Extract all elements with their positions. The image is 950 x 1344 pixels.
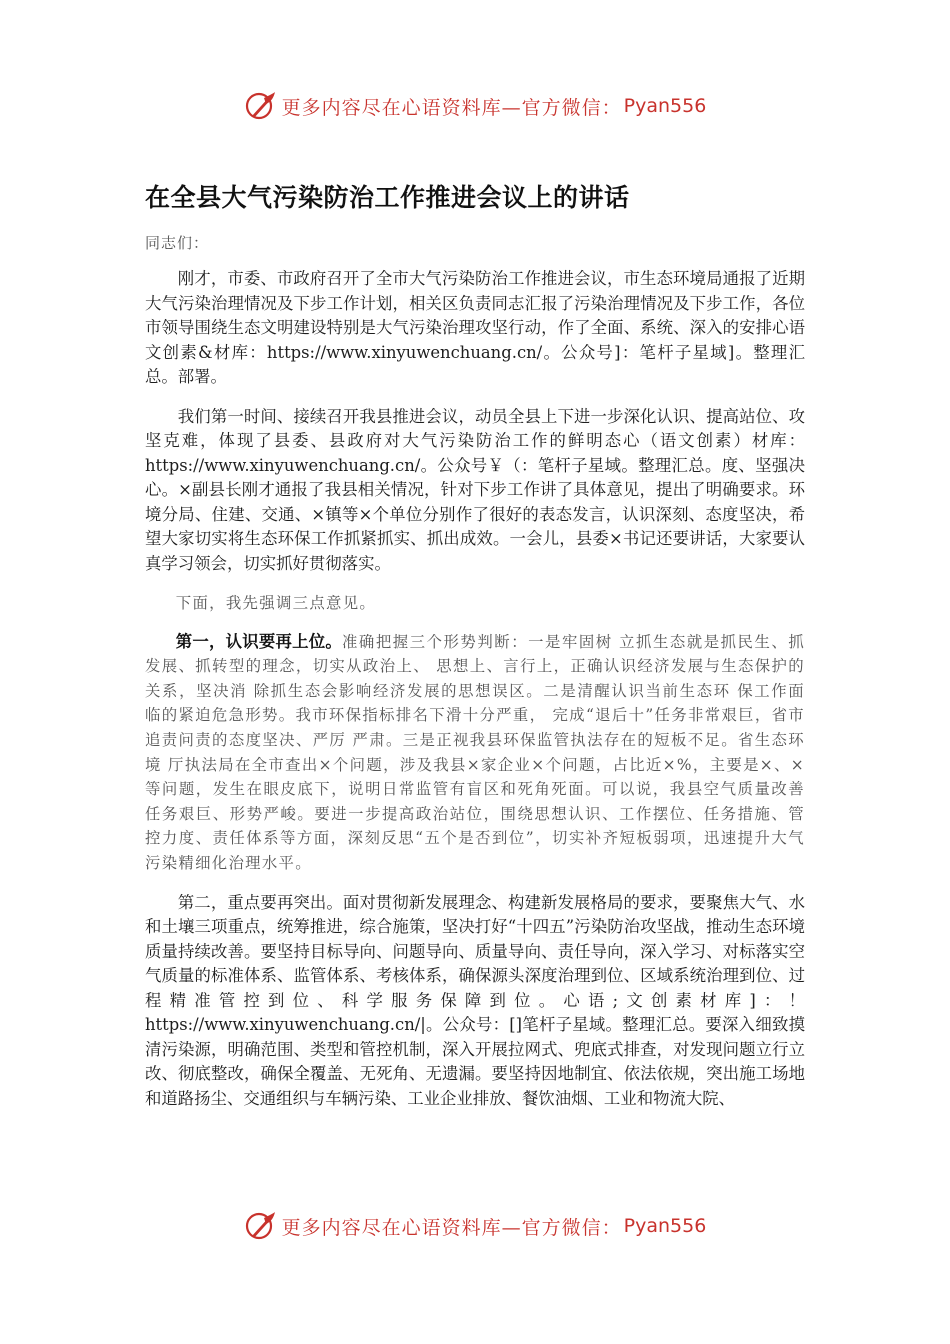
quill-logo-icon	[244, 89, 278, 123]
banner-text: 更多内容尽在心语资料库—官方微信：	[281, 96, 622, 119]
salutation: 同志们：	[145, 234, 210, 252]
page-title: 在全县大气污染防治工作推进会议上的讲话	[145, 183, 630, 212]
point-one-body: 准确把握三个形势判断：一是牢固树 立抓生态就是抓民生、抓发展、抓转型的理念，切实从政治上、 思想上、言行上，正确认识经济发展与生态保护的关系，坚决消 除抓生态会影响经济发展的思想误区。二是清醒认识当前生态环 保工作面临的紧迫危急形势。我市环保指标排名下滑十分严重， 完成“退后十”任务非常艰巨，省市追责问责的态度坚决、严厉 严肃。三是正视我县环保监管执法存在的短板不足。省生态环境 厅执法局在全市查出×个问题，涉及我县×家企业×个问题，占比近×%，主要是×、×等问题，发生在眼皮底下，说明日常监管有盲区和死角死面。可以说，我县空气质量改善任务艰巨、形势严峻。要进一步提高政治站位，围绕思想认识、工作摆位、任务措施、管控力度、责任体系等方面，深刻反思“五个是否到位”，切实补齐短板弱项，迅速提升大气污染精细化治理水平。	[145, 632, 806, 872]
paragraph-1: 刚才，市委、市政府召开了全市大气污染防治工作推进会议，市生态环境局通报了近期大气污染治理情况及下步工作计划，相关区负责同志汇报了污染治理情况及下步工作，各位市领导围绕生态文明建设特别是大气污染治理攻坚行动，作了全面、系统、深入的安排心语文创素&材库：https://www.xinyuwenchuang.cn/。公众号]：笔杆子星域]。整理汇总。部署。	[145, 269, 805, 386]
paragraph-2: 我们第一时间、接续召开我县推进会议，动员全县上下进一步深化认识、提高站位、攻坚克难，体现了县委、县政府对大气污染防治工作的鲜明态心（语文创素）材库：https://www.xinyuwenchuang.cn/。公众号￥（：笔杆子星域。整理汇总。度、坚强决心。×副县长刚才通报了我县相关情况，针对下步工作讲了具体意见，提出了明确要求。环境分局、住建、交通、×镇等×个单位分别作了很好的表态发言，认识深刻、态度坚决，希望大家切实将生态环保工作抓紧抓实、抓出成效。一会儿，县委×书记还要讲话，大家要认真学习领会，切实抓好贯彻落实。	[145, 406, 805, 573]
paragraph-point-two: 第二，重点要再突出。面对贯彻新发展理念、构建新发展格局的要求，要聚焦大气、水和土壤三项重点，统筹推进，综合施策，坚决打好“十四五”污染防治攻坚战，推动生态环境质量持续改善。要坚持目标导向、问题导向、质量导向、责任导向，深入学习、对标落实空气质量的标准体系、监管体系、考核体系，确保源头深度治理到位、区域系统治理到位、过程精准管控到位、科学服务保障到位。心语;文创素材库]：！https://www.xinyuwenchuang.cn/|。公众号：[]笔杆子星域。整理汇总。要深入细致摸清污染源，明确范围、类型和管控机制，深入开展拉网式、兜底式排查，对发现问题立行立改、彻底整改，确保全覆盖、无死角、无遗漏。要坚持因地制宜、依法依规，突出施工场地和道路扬尘、交通组织与车辆污染、工业企业排放、餐饮油烟、工业和物流大院、	[145, 892, 805, 1108]
footer-banner	[0, 1206, 950, 1246]
point-one-lead: 第一，认识要再上位。	[175, 631, 342, 651]
quill-logo-icon	[244, 1209, 278, 1243]
paragraph-3: 下面，我先强调三点意见。	[175, 594, 377, 612]
document-body	[145, 178, 805, 1126]
header-banner	[0, 86, 950, 126]
banner-wechat-id: Pyan556	[623, 95, 707, 117]
banner-text: 更多内容尽在心语资料库—官方微信：	[281, 1216, 622, 1239]
banner-wechat-id: Pyan556	[623, 1215, 707, 1237]
paragraph-point-one	[145, 630, 805, 876]
